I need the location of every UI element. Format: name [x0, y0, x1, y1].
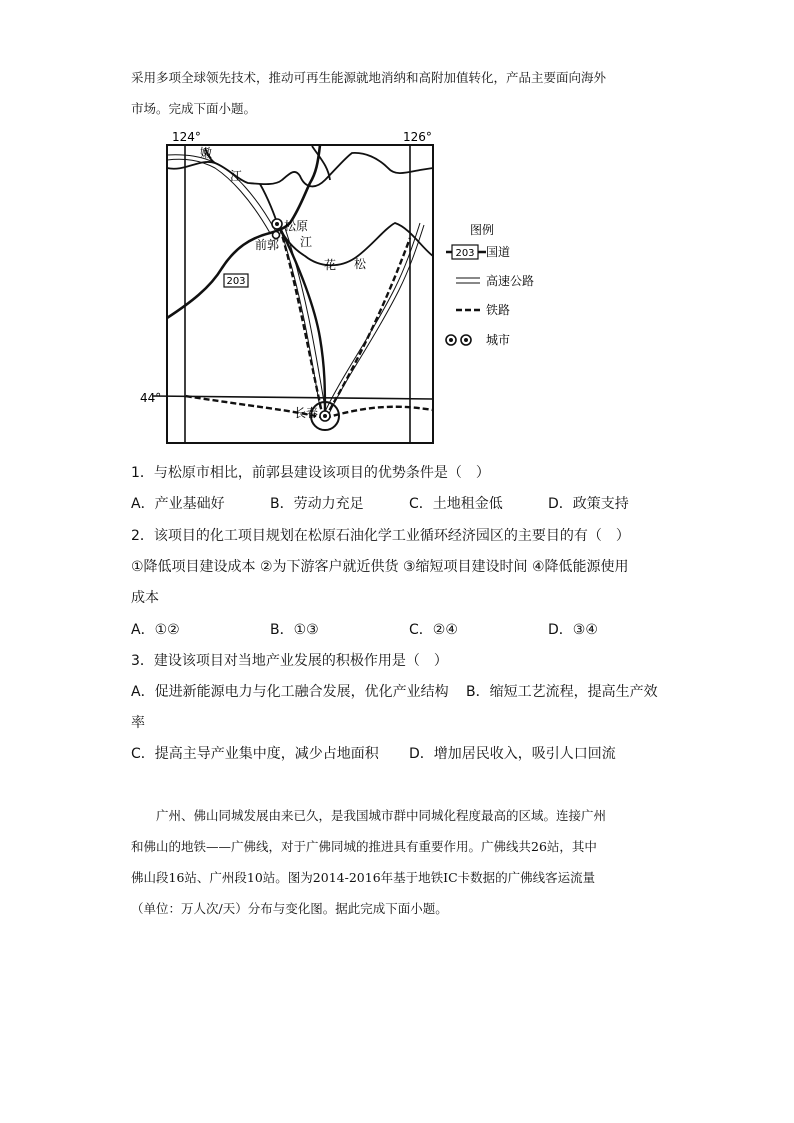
river-label-hua: 花	[324, 258, 337, 272]
question-2-option-a[interactable]: A．①②	[131, 622, 180, 638]
question-3-option-b[interactable]: B．缩短工艺流程，提高生产效	[466, 684, 658, 700]
passage-2-line-1-text: 广州、佛山同城发展由来已久，是我国城市群中同城化程度最高的区域。连接广州	[156, 808, 607, 823]
intro-line-1: 采用多项全球领先技术，推动可再生能源就地消纳和高附加值转化，产品主要面向海外	[131, 70, 607, 85]
expressway-north-2	[167, 155, 275, 230]
question-3-option-b-cont: 率	[131, 715, 145, 731]
question-3-option-a[interactable]: A．促进新能源电力与化工融合发展，优化产业结构	[131, 684, 449, 700]
question-2-option-d[interactable]: D．③④	[548, 622, 598, 638]
passage-2	[131, 800, 671, 924]
question-1-option-b[interactable]: B．劳动力充足	[270, 496, 364, 512]
railway-southeast	[325, 407, 433, 418]
lon-label-right: 126°	[403, 130, 432, 144]
question-2-items: ①降低项目建设成本 ②为下游客户就近供货 ③缩短项目建设时间 ④降低能源使用	[131, 559, 629, 575]
passage-2-line-3: 佛山段16站、广州段10站。图为2014-2016年基于地铁IC卡数据的广佛线客运流量	[131, 870, 596, 885]
legend-expressway: 高速公路	[486, 274, 535, 288]
question-1-option-d[interactable]: D．政策支持	[548, 496, 629, 512]
question-3-stem: 3．建设该项目对当地产业发展的积极作用是（ ）	[131, 653, 448, 669]
legend-badge: 203	[455, 248, 475, 259]
intro-line-2: 市场。完成下面小题。	[131, 101, 257, 116]
lat-label: 44°	[140, 391, 162, 405]
legend-title: 图例	[470, 223, 495, 237]
expressway-north-1	[167, 159, 270, 233]
city-changchun-marker	[320, 411, 330, 421]
parallel-44	[152, 396, 433, 399]
question-3-option-c[interactable]: C．提高主导产业集中度，减少占地面积	[131, 746, 379, 762]
question-3-option-d[interactable]: D．增加居民收入，吸引人口回流	[409, 746, 616, 762]
city-label-qianguo: 前郭	[255, 238, 280, 252]
map-legend	[446, 222, 534, 347]
intro-paragraph	[131, 62, 671, 124]
question-1-option-c[interactable]: C．土地租金低	[409, 496, 503, 512]
river-label-jiang-1: 江	[230, 169, 243, 183]
map-figure	[130, 128, 550, 448]
passage-2-line-4: （单位：万人次/天）分布与变化图。据此完成下面小题。	[131, 901, 448, 916]
passage-2-line-1	[131, 800, 671, 831]
legend-railway: 铁路	[486, 303, 511, 317]
road-badge-203: 203	[226, 276, 246, 287]
question-1-stem: 1．与松原市相比，前郭县建设该项目的优势条件是（ ）	[131, 465, 490, 481]
question-2-items-cont: 成本	[131, 590, 159, 606]
city-label-changchun: 长春	[294, 406, 319, 420]
river-label-nen: 嫩	[200, 146, 213, 160]
question-2-option-b[interactable]: B．①③	[270, 622, 319, 638]
railways	[185, 228, 433, 418]
river-label-song: 松	[354, 257, 367, 271]
legend-city: 城市	[486, 333, 511, 347]
question-2-option-c[interactable]: C．②④	[409, 622, 458, 638]
city-label-songyuan: 松原	[284, 219, 309, 233]
legend-city-icon-2-dot	[464, 338, 468, 342]
question-1-option-a[interactable]: A．产业基础好	[131, 496, 225, 512]
legend-national-road: 国道	[486, 245, 511, 259]
legend-city-icon-1-dot	[449, 338, 453, 342]
expressways	[167, 155, 424, 418]
river-label-jiang-2: 江	[300, 235, 313, 249]
city-songyuan-marker	[272, 219, 282, 229]
passage-2-line-2: 和佛山的地铁——广佛线，对于广佛同城的推进具有重要作用。广佛线共26站，其中	[131, 839, 597, 854]
question-2-stem: 2．该项目的化工项目规划在松原石油化学工业循环经济园区的主要目的有（ ）	[131, 528, 630, 544]
lon-label-left: 124°	[172, 130, 201, 144]
